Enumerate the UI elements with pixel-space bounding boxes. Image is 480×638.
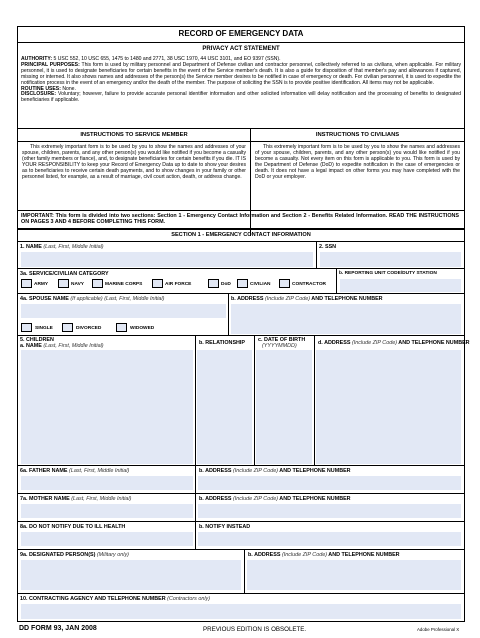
important-text: This form is divided into two sections: Section 1 - Emergency Contact Information and Section 2 - Benefits Related Information. READ THE INSTRUCTIONS ON PAGES 3 AND 4 BEFORE COMPLETING THIS FORM. <box>21 213 459 226</box>
routine-label: ROUTINE USES: <box>21 85 61 92</box>
children-label: 5. CHILDREN <box>20 337 54 343</box>
father-address-field[interactable] <box>198 476 461 490</box>
name-label: 1. NAME (Last, First, Middle Initial) <box>20 244 104 250</box>
do-not-notify-label: 8a. DO NOT NOTIFY DUE TO ILL HEALTH <box>20 524 126 530</box>
designated-address-label: b. ADDRESS (Include ZIP Code) AND TELEPHONE NUMBER <box>248 552 400 558</box>
contracting-agency-field[interactable] <box>21 604 461 619</box>
widowed-checkbox[interactable] <box>116 323 127 332</box>
disclosure-label: DISCLOSURE: <box>21 91 57 98</box>
father-name-field[interactable] <box>21 476 193 490</box>
designated-person-label: 9a. DESIGNATED PERSON(S) (Military only) <box>20 552 129 558</box>
purposes-text: This form is used by military personnel and Department of Defense civilian and contractor personnel, collectively referred to as civilians, when applicable. For military personnel, it is used to designate beneficiaries for certain benefits in the event of the Service member's death. It is also a guide for disposition of that member's pay and allowances if captured, missing or interned. It also shows names and addresses of the person(s) the Service member desires to be notified in case of emergency or death. For civilian personnel, it is used to expedite the notification process in the event of an emergency and/or the death of the member. The purpose of soliciting the SSN is to provide positive identification. All items may not be applicable. <box>21 61 461 86</box>
spouse-name-field[interactable] <box>21 304 226 318</box>
software-note: Adobe Professional X <box>417 627 460 632</box>
civilian-instructions-text: This extremely important form is to be used by you to show the names and addresses of your spouse, children, parents, and any other person(s) you would like notified if you become a casualty. Not every item on this form is applicable to you. This form is used by the Department of Defense (DoD) to expedite notification in the case of emergencies or death. It does not have a legal impact on other forms you may have completed with the DoD or your employer. <box>255 144 460 180</box>
form-id: DD FORM 93, JAN 2008 <box>19 625 97 632</box>
children-dob-field[interactable] <box>256 350 312 464</box>
reporting-unit-label: b. REPORTING UNIT CODE/DUTY STATION <box>339 271 437 276</box>
dod-checkbox[interactable] <box>208 279 219 288</box>
dod-label: DoD <box>221 282 231 287</box>
obsolete-notice: PREVIOUS EDITION IS OBSOLETE. <box>203 626 307 633</box>
children-address-field[interactable] <box>316 350 461 464</box>
civilian-label: CIVILIAN <box>250 282 271 287</box>
mother-name-field[interactable] <box>21 504 193 518</box>
authority-text: 5 USC 552, 10 USC 655, 1475 to 1480 and 2771, 38 USC 1970, 44 USC 3101, and EO 9397 (SSN). <box>52 56 281 62</box>
dob-label: c. DATE OF BIRTH <box>258 337 306 343</box>
category-label: 3a. SERVICE/CIVILIAN CATEGORY <box>20 271 109 277</box>
single-checkbox[interactable] <box>21 323 32 332</box>
children-relationship-field[interactable] <box>197 350 252 464</box>
designated-address-field[interactable] <box>247 560 461 590</box>
children-name-field[interactable] <box>21 350 193 464</box>
routine-text: None. <box>60 85 76 92</box>
disclosure-text: Voluntary; however, failure to provide accurate personal identifier information and other solicited information will delay notification and the processing of benefits to designated beneficiaries if applicable. <box>21 91 461 104</box>
civilian-instructions-heading: INSTRUCTIONS TO CIVILIANS <box>315 132 400 138</box>
important-note <box>21 213 459 226</box>
contractor-checkbox[interactable] <box>279 279 290 288</box>
relationship-label: b. RELATIONSHIP <box>199 340 246 346</box>
divorced-checkbox[interactable] <box>62 323 73 332</box>
navy-checkbox[interactable] <box>58 279 69 288</box>
mother-name-label: 7a. MOTHER NAME (Last, First, Middle Initial) <box>20 496 132 502</box>
navy-label: NAVY <box>71 282 84 287</box>
member-instructions-heading: INSTRUCTIONS TO SERVICE MEMBER <box>80 132 188 138</box>
section1-heading: SECTION 1 - EMERGENCY CONTACT INFORMATION <box>171 232 311 238</box>
dob-format: (YYYYMMDD) <box>262 343 297 349</box>
marine-corps-label: MARINE CORPS <box>105 282 143 287</box>
spouse-name-label: 4a. SPOUSE NAME (If applicable) (Last, First, Middle Initial) <box>20 296 165 302</box>
designated-person-field[interactable] <box>21 560 241 590</box>
children-name-label: a. NAME (Last, First, Middle Initial) <box>20 343 104 349</box>
army-checkbox[interactable] <box>21 279 32 288</box>
air-force-checkbox[interactable] <box>152 279 163 288</box>
ssn-field[interactable] <box>320 252 461 267</box>
spouse-address-label: b. ADDRESS (Include ZIP Code) AND TELEPHONE NUMBER <box>231 296 383 302</box>
army-label: ARMY <box>34 282 49 287</box>
do-not-notify-field[interactable] <box>21 532 193 546</box>
mother-address-label: b. ADDRESS (Include ZIP Code) AND TELEPHONE NUMBER <box>199 496 351 502</box>
privacy-heading: PRIVACY ACT STATEMENT <box>202 46 280 52</box>
name-field[interactable] <box>21 252 313 267</box>
purposes-label: PRINCIPAL PURPOSES: <box>21 61 80 68</box>
divorced-label: DIVORCED <box>76 326 102 331</box>
important-label: IMPORTANT: <box>21 213 54 219</box>
mother-address-field[interactable] <box>198 504 461 518</box>
reporting-unit-field[interactable] <box>340 279 461 292</box>
contracting-agency-label: 10. CONTRACTING AGENCY AND TELEPHONE NUMBER (Contractors only) <box>20 596 211 602</box>
member-instructions-text: This extremely important form is to be used by you to show the names and addresses of your spouse, children, parents, and any other person(s) you would like notified if you become a casualty (other family members or fiance), and, to designate beneficiaries for certain benefits if you die. IT IS YOUR RESPONSIBILITY to keep your Record of Emergency Data up to date to show your desires as to beneficiaries to receive certain death payments, and to show changes in your family or other personnel listed, for example, as a result of marriage, civil court action, death, or address change. <box>22 144 246 180</box>
notify-instead-label: b. NOTIFY INSTEAD <box>199 524 251 530</box>
form-title: RECORD OF EMERGENCY DATA <box>178 29 304 38</box>
air-force-label: AIR FORCE <box>165 282 192 287</box>
father-name-label: 6a. FATHER NAME (Last, First, Middle Initial) <box>20 468 130 474</box>
widowed-label: WIDOWED <box>130 326 155 331</box>
privacy-statement <box>21 57 461 104</box>
emergency-data-form <box>17 26 470 622</box>
contractor-label: CONTRACTOR <box>292 282 327 287</box>
ssn-label: 2. SSN <box>319 244 337 250</box>
father-address-label: b. ADDRESS (Include ZIP Code) AND TELEPHONE NUMBER <box>199 468 351 474</box>
civilian-checkbox[interactable] <box>237 279 248 288</box>
single-label: SINGLE <box>35 326 53 331</box>
marine-corps-checkbox[interactable] <box>92 279 103 288</box>
children-address-label: d. ADDRESS (Include ZIP Code) AND TELEPHONE NUMBER <box>318 340 470 346</box>
notify-instead-field[interactable] <box>198 532 461 546</box>
spouse-address-field[interactable] <box>231 304 461 334</box>
authority-label: AUTHORITY: <box>21 56 53 62</box>
